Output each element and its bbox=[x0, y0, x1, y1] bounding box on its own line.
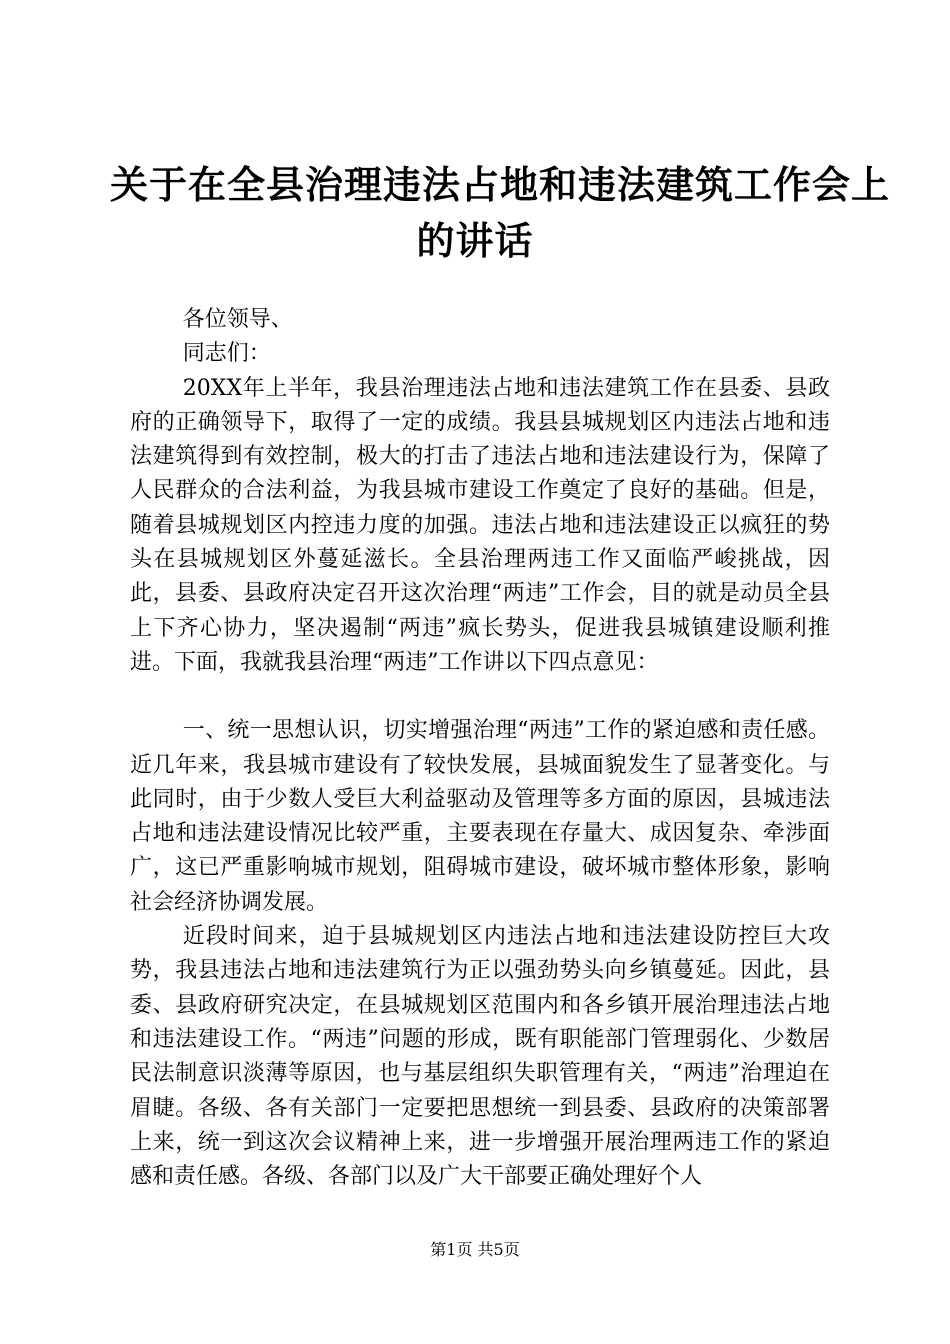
body-paragraph: 近段时间来，迫于县城规划区内违法占地和违法建设防控巨大攻势，我县违法占地和违法建筑行为正以强劲势头向乡镇蔓延。因此，县委、县政府研究决定，在县城规划区范围内和各乡镇开展治理违法占地和违法建设工作。“两违”问题的形成，既有职能部门管理弱化、少数居民法制意识淡薄等原因，也与基层组织失职管理有关，“两违”治理迫在眉睫。各级、各有关部门一定要把思想统一到县委、县政府的决策部署上来，统一到这次会议精神上来，进一步增强开展治理两违工作的紧迫感和责任感。各级、各部门以及广大干部要正确处理好个人 bbox=[130, 924, 830, 1190]
salutation-leaders: 各位领导、 bbox=[182, 307, 293, 332]
body-paragraph: 一、统一思想认识，切实增强治理“两违”工作的紧迫感和责任感。近几年来，我县城市建设有了较快发展，县城面貌发生了显著变化。与此同时，由于少数人受巨大利益驱动及管理等多方面的原因，县城违法占地和违法建设情况比较严重，主要表现在存量大、成因复杂、牵涉面广，这已严重影响城市规划，阻碍城市建设，破坏城市整体形象，影响社会经济协调发展。 bbox=[130, 718, 830, 915]
salutation-comrades: 同志们： bbox=[182, 341, 271, 367]
document-body bbox=[130, 303, 830, 1194]
document-title-line-2: 的讲话 bbox=[416, 219, 534, 263]
page-footer: 第1页 共5页 bbox=[430, 1240, 520, 1259]
body-paragraph: 20XX年上半年，我县治理违法占地和违法建筑工作在县委、县政府的正确领导下，取得了一定的成绩。我县县城规划区内违法占地和违法建筑得到有效控制，极大的打击了违法占地和违法建设行为，保障了人民群众的合法利益，为我县城市建设工作奠定了良好的基础。但是，随着县城规划区内控违力度的加强。违法占地和违法建设正以疯狂的势头在县城规划区外蔓延滋长。全县治理两违工作又面临严峻挑战，因此，县委、县政府决定召开这次治理“两违”工作会，目的就是动员全县上下齐心协力，坚决遏制“两违”疯长势头，促进我县城镇建设顺利推进。下面，我就我县治理“两违”工作讲以下四点意见： bbox=[130, 375, 830, 675]
document-title-line-1: 关于在全县治理违法占地和违法建筑工作会上 bbox=[110, 163, 891, 207]
